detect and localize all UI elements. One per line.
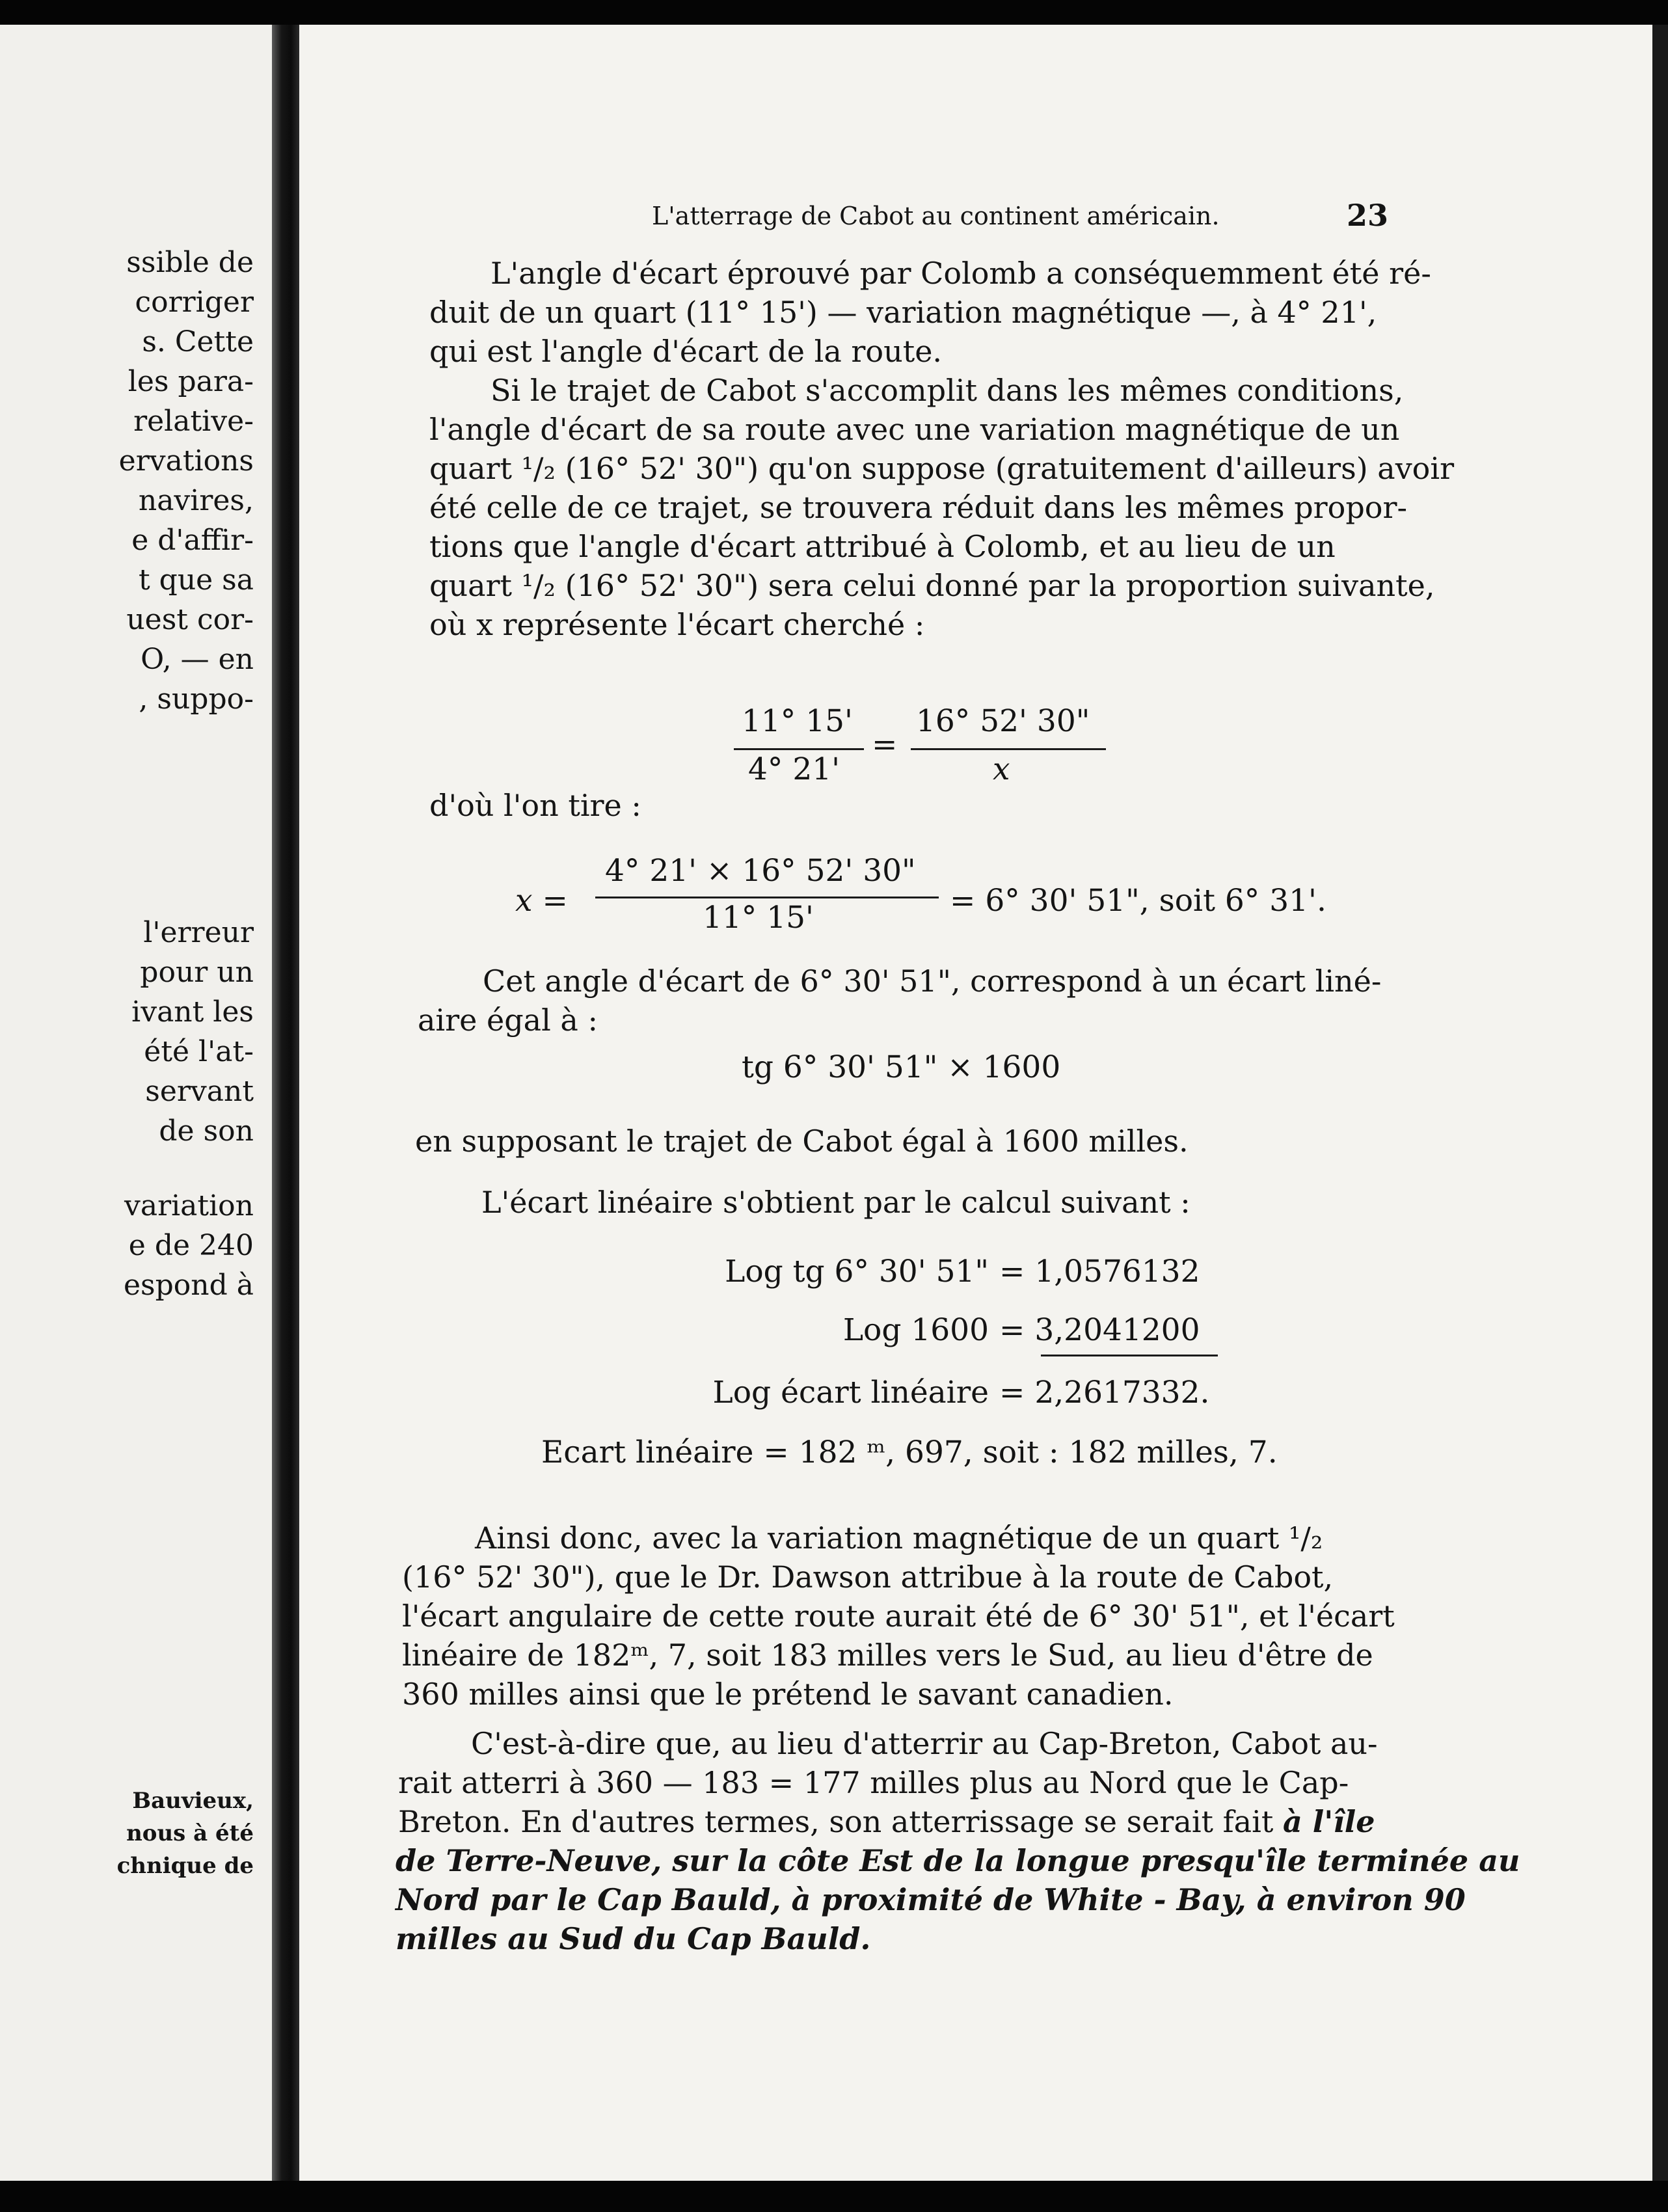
paragraph-line: en supposant le trajet de Cabot égal à 1600 milles. [415,1124,1189,1159]
left-page-fragment [0,25,272,2181]
paragraph-line [398,1802,1375,1841]
scan-border-bottom [0,2181,1668,2212]
left-text-line: espond à [124,1269,254,1302]
left-footnote-line: chnique de [116,1853,254,1879]
equation-numerator: 16° 52' 30" [916,703,1090,739]
main-page [299,25,1652,2181]
left-text-line: O, — en [141,643,254,676]
left-text-line: e d'affir- [131,524,254,557]
paragraph-line: l'angle d'écart de sa route avec une variation magnétique de un [429,412,1400,447]
running-title: L'atterrage de Cabot au continent américain. [652,202,1220,230]
left-text-line: ervations [118,444,254,478]
left-footnote-line: nous à été [126,1820,254,1846]
paragraph-line: L'écart linéaire s'obtient par le calcul suivant : [481,1185,1190,1220]
equation-lhs: x = [515,883,568,919]
book-gutter [272,25,299,2181]
left-text-line: servant [145,1075,254,1108]
left-text-line: été l'at- [144,1035,254,1068]
paragraph-line: Ainsi donc, avec la variation magnétique de un quart ¹/₂ [475,1520,1323,1556]
paragraph-line: où x représente l'écart cherché : [429,607,925,642]
calc-label: Log 1600 [842,1312,989,1348]
left-text-line: , suppo- [139,682,254,716]
paragraph-line: (16° 52' 30"), que le Dr. Dawson attribue à la route de Cabot, [402,1559,1334,1595]
paragraph-line: rait atterri à 360 — 183 = 177 milles plus au Nord que le Cap- [398,1765,1349,1800]
paragraph-line: C'est-à-dire que, au lieu d'atterrir au Cap-Breton, Cabot au- [471,1726,1378,1761]
italic-line: de Terre-Neuve, sur la côte Est de la longue presqu'île terminée au [396,1843,1520,1878]
equation-numerator: 4° 21' × 16° 52' 30" [605,853,916,889]
paragraph-line: tions que l'angle d'écart attribué à Colomb, et au lieu de un [429,529,1336,564]
paragraph-line: 360 milles ainsi que le prétend le savant canadien. [402,1677,1174,1712]
left-text-line: navires, [138,484,254,517]
paragraph-line: quart ¹/₂ (16° 52' 30") qu'on suppose (gratuitement d'ailleurs) avoir [429,451,1455,486]
equation-equals: = [872,727,898,762]
equation-numerator: 11° 15' [742,703,853,739]
left-text-line: de son [159,1114,254,1148]
left-text-line: les para- [128,365,254,398]
left-text-line: ivant les [131,995,254,1029]
scan-border-top [0,0,1668,25]
left-text-line: e de 240 [128,1229,254,1262]
paragraph-line: L'angle d'écart éprouvé par Colomb a conséquemment été ré- [491,256,1431,291]
equation-denominator: 4° 21' [748,751,841,787]
equation-denominator: x [993,751,1010,787]
paragraph-line: qui est l'angle d'écart de la route. [429,334,943,369]
left-text-line: s. Cette [142,325,254,358]
equation-tangent: tg 6° 30' 51" × 1600 [742,1049,1061,1085]
equation-result: = 6° 30' 51", soit 6° 31'. [950,883,1326,919]
left-footnote-line: Bauvieux, [132,1788,254,1814]
paragraph-line: aire égal à : [418,1003,598,1038]
page-number: 23 [1347,198,1389,233]
equation-denominator: 11° 15' [703,900,814,936]
paragraph-line: quart ¹/₂ (16° 52' 30") sera celui donné par la proportion suivante, [429,568,1435,603]
left-text-line: relative- [133,405,254,438]
left-text-line: t que sa [138,563,254,597]
calc-label: Log tg 6° 30' 51" [725,1254,989,1289]
ecart-result: Ecart linéaire = 182 ᵐ, 697, soit : 182 milles, 7. [541,1435,1278,1470]
paragraph-line: été celle de ce trajet, se trouvera réduit dans les mêmes propor- [429,490,1408,525]
left-text-line: ssible de [126,246,254,279]
italic-line: Nord par le Cap Bauld, à proximité de White - Bay, à environ 90 [396,1882,1466,1917]
left-text-line: corriger [135,286,254,319]
calc-value: = 1,0576132 [999,1254,1200,1289]
paragraph-line: duit de un quart (11° 15') — variation magnétique —, à 4° 21', [429,295,1377,330]
italic-line: milles au Sud du Cap Bauld. [396,1921,871,1956]
paragraph-text: Breton. En d'autres termes, son atterrissage se serait fait [398,1804,1274,1839]
left-text-line: pour un [140,956,254,989]
calc-value: = 3,2041200 [999,1312,1200,1348]
left-text-line: uest cor- [126,603,254,636]
left-text-line: variation [124,1189,254,1222]
italic-text: à l'île [1282,1804,1375,1839]
paragraph-line: linéaire de 182ᵐ, 7, soit 183 milles vers le Sud, au lieu d'être de [402,1638,1373,1673]
page-edge [1652,25,1668,2181]
paragraph-line: Cet angle d'écart de 6° 30' 51", correspond à un écart liné- [483,964,1382,999]
calc-label: Log écart linéaire [712,1375,989,1410]
paragraph-line: l'écart angulaire de cette route aurait été de 6° 30' 51", et l'écart [402,1598,1395,1634]
sum-rule [1041,1355,1218,1356]
paragraph-line: d'où l'on tire : [429,788,641,823]
left-text-line: l'erreur [143,916,254,949]
calc-value: = 2,2617332. [999,1375,1210,1410]
paragraph-line: Si le trajet de Cabot s'accomplit dans les mêmes conditions, [491,373,1404,408]
